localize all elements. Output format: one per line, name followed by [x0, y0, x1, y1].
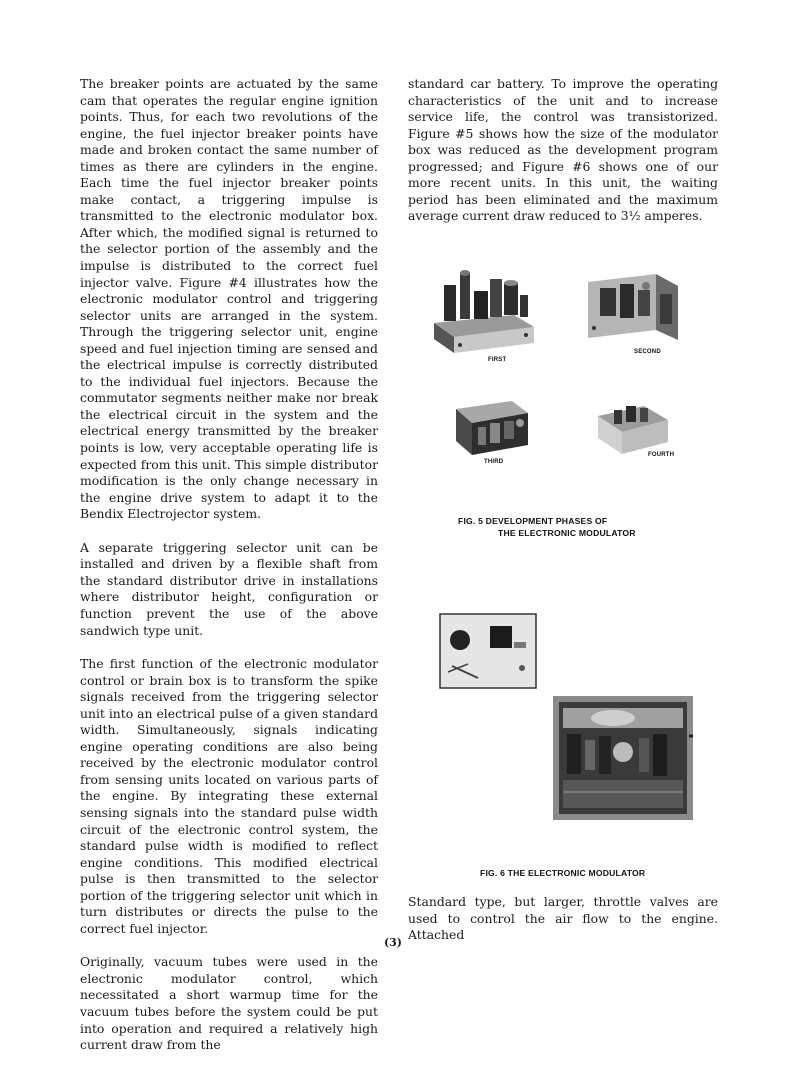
paragraph-throttle-valves: Standard type, but larger, throttle valves are used to control the air flow to the engine. Attached [408, 894, 718, 943]
figure6-small-unit-photo [438, 612, 538, 690]
left-column [80, 76, 378, 1071]
figure5-fourth-photo [596, 398, 675, 458]
figure5-label-fourth: FOURTH [648, 452, 675, 458]
figure5-label-first: FIRST [488, 357, 507, 363]
figure5-label-second: SECOND [634, 349, 661, 355]
figure6-large-unit-photo [553, 696, 693, 820]
figure5-caption-line2: THE ELECTRONIC MODULATOR [498, 528, 636, 538]
figure5-first-photo [430, 265, 538, 355]
figure5-caption-line1: FIG. 5 DEVELOPMENT PHASES OF [458, 516, 608, 526]
paragraph-brain-box: The first function of the electronic modulator control or brain box is to transform the spike signals received from the triggering selector unit into an electrical pulse of a given standard width. Simultaneously, signals indicating engine operating conditions are also being received by the electronic modulator control from sensing units located on various parts of the engine. By integrating these external sensing signals into the standard pulse width circuit of the electronic control system, the standard pulse width is modified to reflect engine conditions. This modified electrical pulse is then transmitted to the selector portion of the triggering selector unit which in turn distributes or directs the pulse to the correct fuel injector. [80, 656, 378, 936]
figure5-second-photo [586, 272, 680, 346]
paragraph-separate-selector: A separate triggering selector unit can be installed and driven by a flexible shaft from the standard distributor drive in installations where distributor height, configuration or function prevent the use of the above sandwich type unit. [80, 539, 378, 638]
figure5-third-photo [452, 397, 532, 459]
paragraph-battery: standard car battery. To improve the operating characteristics of the unit and to increase service life, the control was transistorized. Figure #5 shows how the size of the modulator box was reduced as the development program progressed; and Figure #6 shows one of our more recent units. In this unit, the waiting period has been eliminated and the maximum average current draw reduced to 3½ amperes. [408, 76, 718, 224]
paragraph-breaker-points: The breaker points are actuated by the same cam that operates the regular engine ignition points. Thus, for each two revolutions of the engine, the fuel injector breaker points have made and broken contact the same number of times as there are cylinders in the engine. Each time the fuel injector breaker points make contact, a triggering impulse is transmitted to the electronic modulator box. After which, the modified signal is returned to the selector portion of the assembly and the impulse is distributed to the correct fuel injector valve. Figure #4 illustrates how the electronic modulator control and triggering selector units are arranged in the system. Through the triggering selector unit, engine speed and fuel injection timing are sensed and the electrical impulse is correctly distributed to the individual fuel injectors. Because the commutator segments neither make nor break the electrical circuit in the system and the electrical energy transmitted by the breaker points is low, very acceptable operating life is expected from this unit. This simple distributor modification is the only change necessary in the engine drive system to adapt it to the Bendix Electrojector system. [80, 76, 378, 522]
figure6-caption: FIG. 6 THE ELECTRONIC MODULATOR [480, 868, 646, 878]
figure5-label-third: THIRD [484, 459, 504, 465]
paragraph-vacuum-tubes: Originally, vacuum tubes were used in the electronic modulator control, which necessitated a short warmup time for the vacuum tubes before the system could be put into operation and required a relatively high current draw from the [80, 954, 378, 1053]
page-number: (3) [383, 936, 403, 949]
figure5-caption [458, 515, 636, 539]
